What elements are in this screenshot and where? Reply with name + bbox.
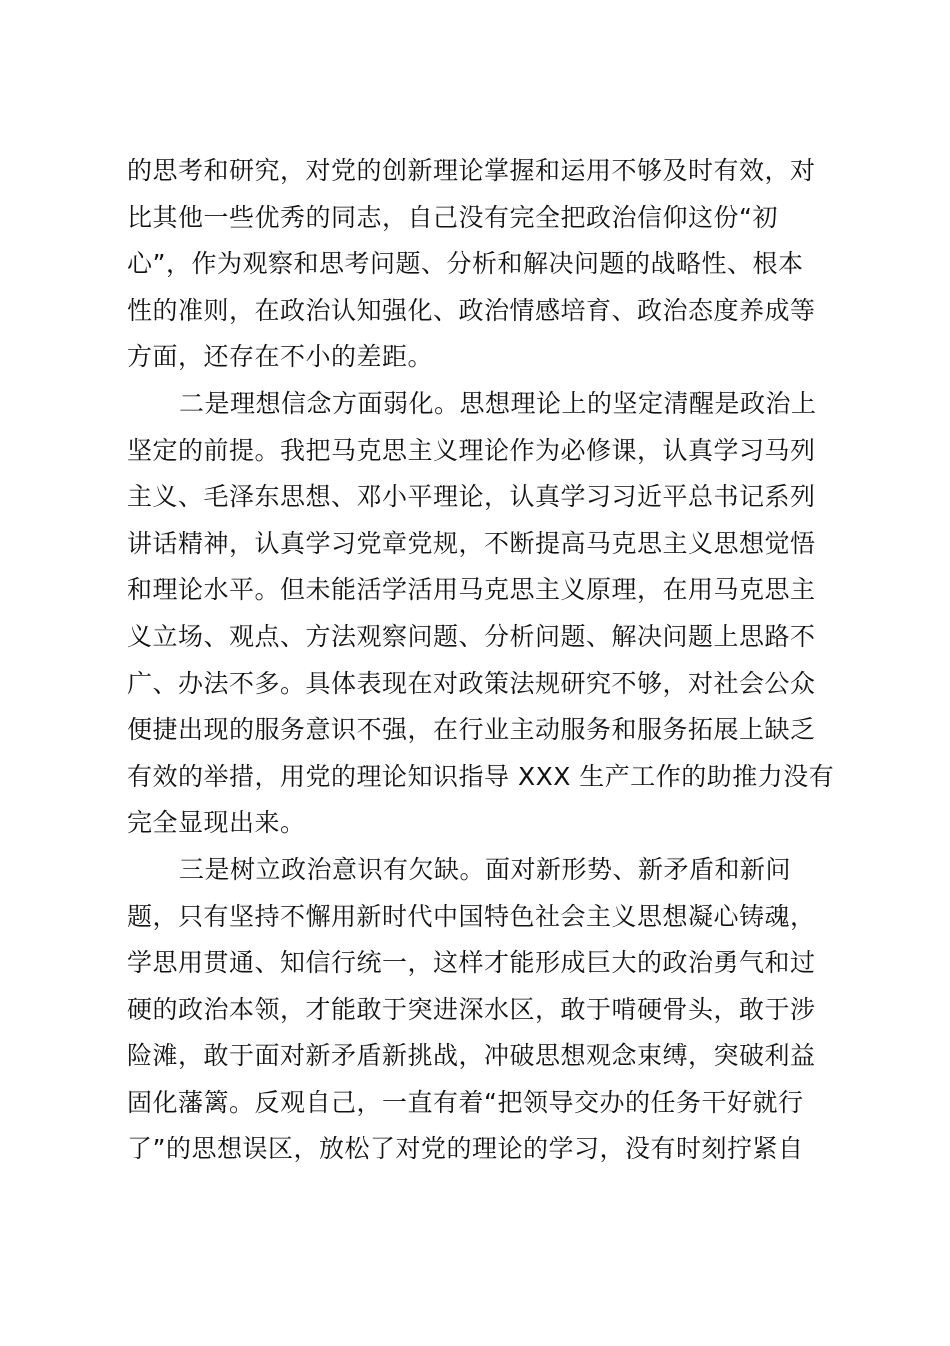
text-line: 有效的举措，用党的理论知识指导 XXX 生产工作的助推力没有	[127, 761, 835, 791]
text-line: 心”，作为观察和思考问题、分析和解决问题的战略性、根本	[127, 249, 804, 279]
paragraph-three	[127, 847, 827, 1173]
text-line: 题，只有坚持不懈用新时代中国特色社会主义思想凝心铸魂，	[127, 901, 816, 931]
text-line: 的思考和研究，对党的创新理论掌握和运用不够及时有效，对	[127, 156, 816, 185]
paragraph-two	[127, 381, 835, 847]
text-line: 方面，还存在不小的差距。	[127, 342, 434, 372]
text-line: 广、办法不多。具体表现在对政策法规研究不够，对社会公众	[127, 668, 816, 698]
paragraph-continued	[127, 148, 827, 381]
text-line: 二是理想信念方面弱化。思想理论上的坚定清醒是政治上	[179, 388, 817, 418]
text-line: 险滩，敢于面对新矛盾新挑战，冲破思想观念束缚，突破利益	[127, 1041, 816, 1071]
text-line: 了”的思想误区，放松了对党的理论的学习，没有时刻拧紧自	[127, 1134, 804, 1164]
text-line: 便捷出现的服务意识不强，在行业主动服务和服务拓展上缺乏	[127, 715, 816, 745]
text-line: 性的准则，在政治认知强化、政治情感培育、政治态度养成等	[127, 295, 816, 325]
text-line: 和理论水平。但未能活学活用马克思主义原理，在用马克思主	[127, 575, 816, 605]
body-text	[127, 148, 835, 1173]
text-line: 学思用贯通、知信行统一，这样才能形成巨大的政治勇气和过	[127, 948, 816, 978]
text-line: 比其他一些优秀的同志，自己没有完全把政治信仰这份“初	[127, 202, 778, 232]
text-line: 讲话精神，认真学习党章党规，不断提高马克思主义思想觉悟	[127, 528, 816, 558]
text-line: 义立场、观点、方法观察问题、分析问题、解决问题上思路不	[127, 621, 816, 651]
text-line: 完全显现出来。	[127, 808, 306, 838]
text-line: 三是树立政治意识有欠缺。面对新形势、新矛盾和新问	[179, 854, 792, 884]
text-line: 主义、毛泽东思想、邓小平理论，认真学习习近平总书记系列	[127, 482, 816, 512]
text-line: 硬的政治本领，才能敢于突进深水区，敢于啃硬骨头，敢于涉	[127, 994, 816, 1024]
text-line: 坚定的前提。我把马克思主义理论作为必修课，认真学习马列	[127, 435, 816, 465]
text-line: 固化藩篱。反观自己，一直有着“把领导交办的任务干好就行	[127, 1087, 804, 1117]
